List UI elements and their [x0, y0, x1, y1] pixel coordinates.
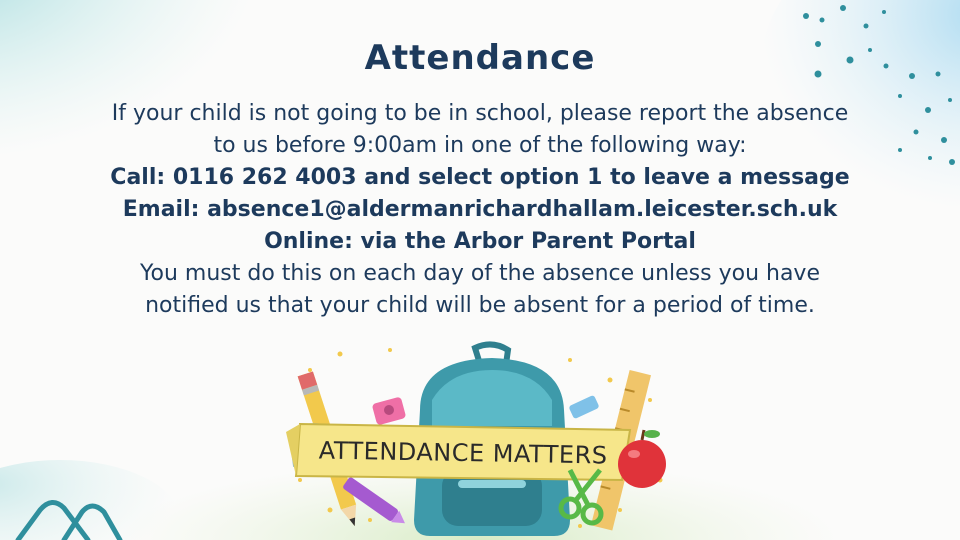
sharpener-icon [372, 396, 407, 425]
outro-line-1: You must do this on each day of the absence unless you have [140, 261, 820, 286]
attendance-instructions [40, 98, 920, 322]
banner-text: ATTENDANCE MATTERS [318, 436, 608, 470]
email-instruction: Email: absence1@aldermanrichardhallam.leicester.sch.uk [122, 197, 838, 222]
online-instruction: Online: via the Arbor Parent Portal [264, 229, 696, 254]
intro-line-2: to us before 9:00am in one of the following way: [213, 133, 747, 158]
page-title: Attendance [364, 38, 596, 78]
attendance-matters-illustration [270, 330, 690, 540]
banner [286, 424, 630, 480]
outro-line-2: notified us that your child will be absent for a period of time. [145, 293, 815, 318]
intro-line-1: If your child is not going to be in school, please report the absence [111, 101, 849, 126]
call-instruction: Call: 0116 262 4003 and select option 1 to leave a message [110, 165, 850, 190]
eraser-icon [568, 395, 599, 420]
